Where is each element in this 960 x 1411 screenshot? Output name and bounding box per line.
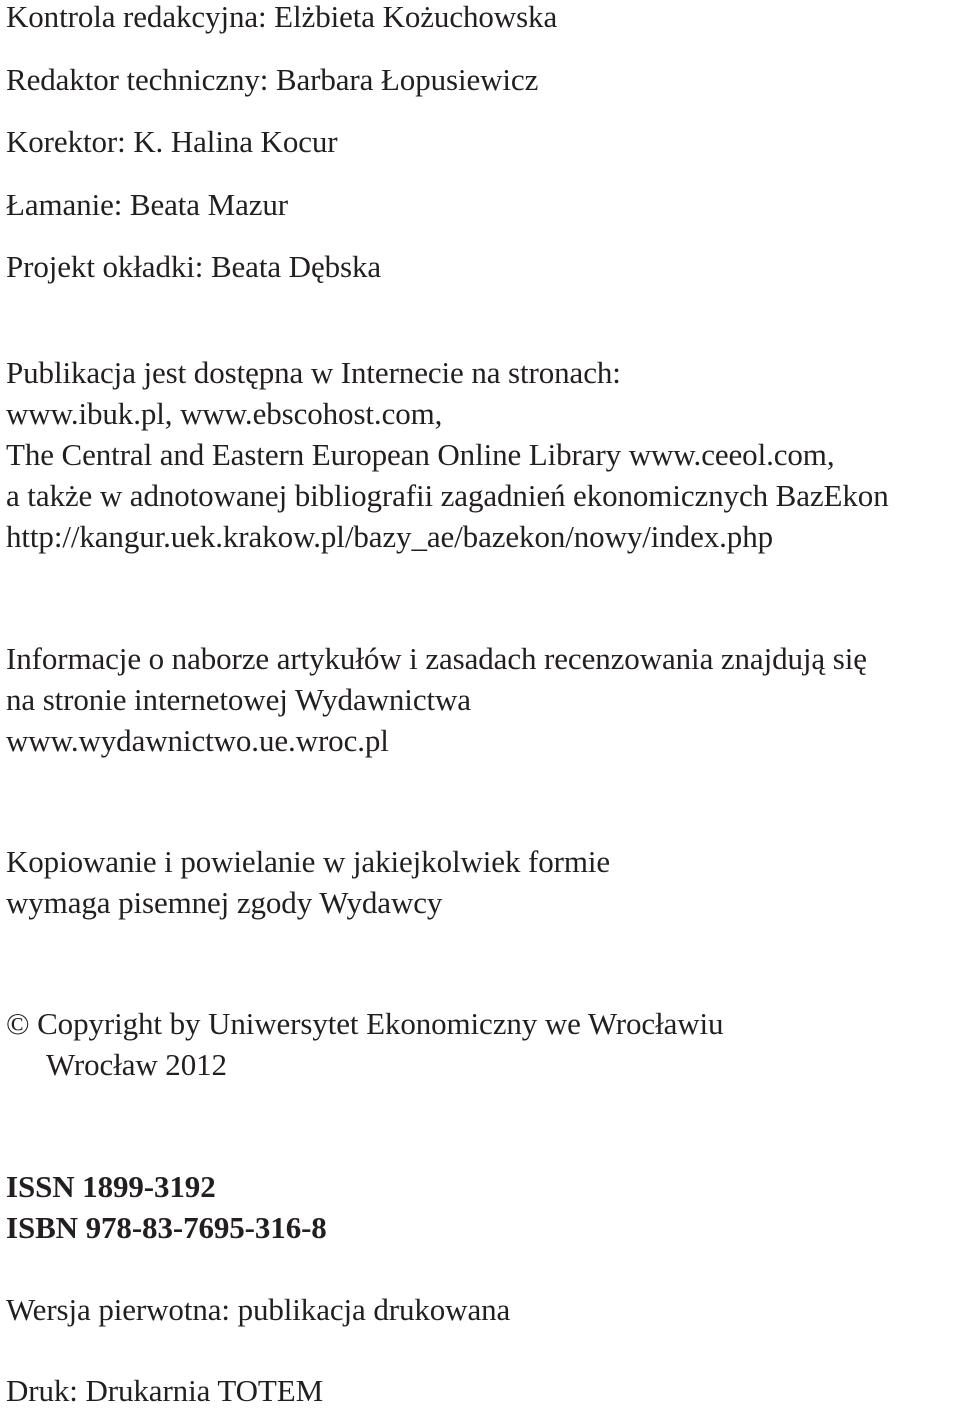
publisher-website: www.wydawnictwo.ue.wroc.pl — [6, 723, 389, 758]
typesetting-credit: Łamanie: Beata Mazur — [6, 187, 289, 222]
availability-bazekon: a także w adnotowanej bibliografii zagadnień ekonomicznych BazEkon — [6, 478, 889, 513]
isbn: ISBN 978-83-7695-316-8 — [6, 1210, 327, 1245]
availability-sites: www.ibuk.pl, www.ebscohost.com, — [6, 396, 443, 431]
availability-bazekon-url: http://kangur.uek.krakow.pl/bazy_ae/bazekon/nowy/index.php — [6, 519, 773, 554]
availability-ceeol: The Central and Eastern European Online Library www.ceeol.com, — [6, 437, 835, 472]
submissions-info-line1: Informacje o naborze artykułów i zasadach recenzowania znajdują się — [6, 641, 867, 676]
technical-editor-credit: Redaktor techniczny: Barbara Łopusiewicz — [6, 62, 539, 97]
copying-notice-line1: Kopiowanie i powielanie w jakiejkolwiek formie — [6, 844, 611, 879]
issn: ISSN 1899-3192 — [6, 1169, 216, 1204]
copyright-place-year: Wrocław 2012 — [46, 1047, 227, 1082]
availability-intro: Publikacja jest dostępna w Internecie na stronach: — [6, 355, 621, 390]
copying-notice-line2: wymaga pisemnej zgody Wydawcy — [6, 885, 443, 920]
proofreader-credit: Korektor: K. Halina Kocur — [6, 124, 338, 159]
cover-design-credit: Projekt okładki: Beata Dębska — [6, 249, 382, 284]
printing-house: Druk: Drukarnia TOTEM — [6, 1373, 324, 1408]
version-statement: Wersja pierwotna: publikacja drukowana — [6, 1292, 511, 1327]
copyright-holder: © Copyright by Uniwersytet Ekonomiczny we Wrocławiu — [6, 1006, 724, 1041]
editorial-control-credit: Kontrola redakcyjna: Elżbieta Kożuchowska — [6, 0, 558, 34]
submissions-info-line2: na stronie internetowej Wydawnictwa — [6, 682, 471, 717]
